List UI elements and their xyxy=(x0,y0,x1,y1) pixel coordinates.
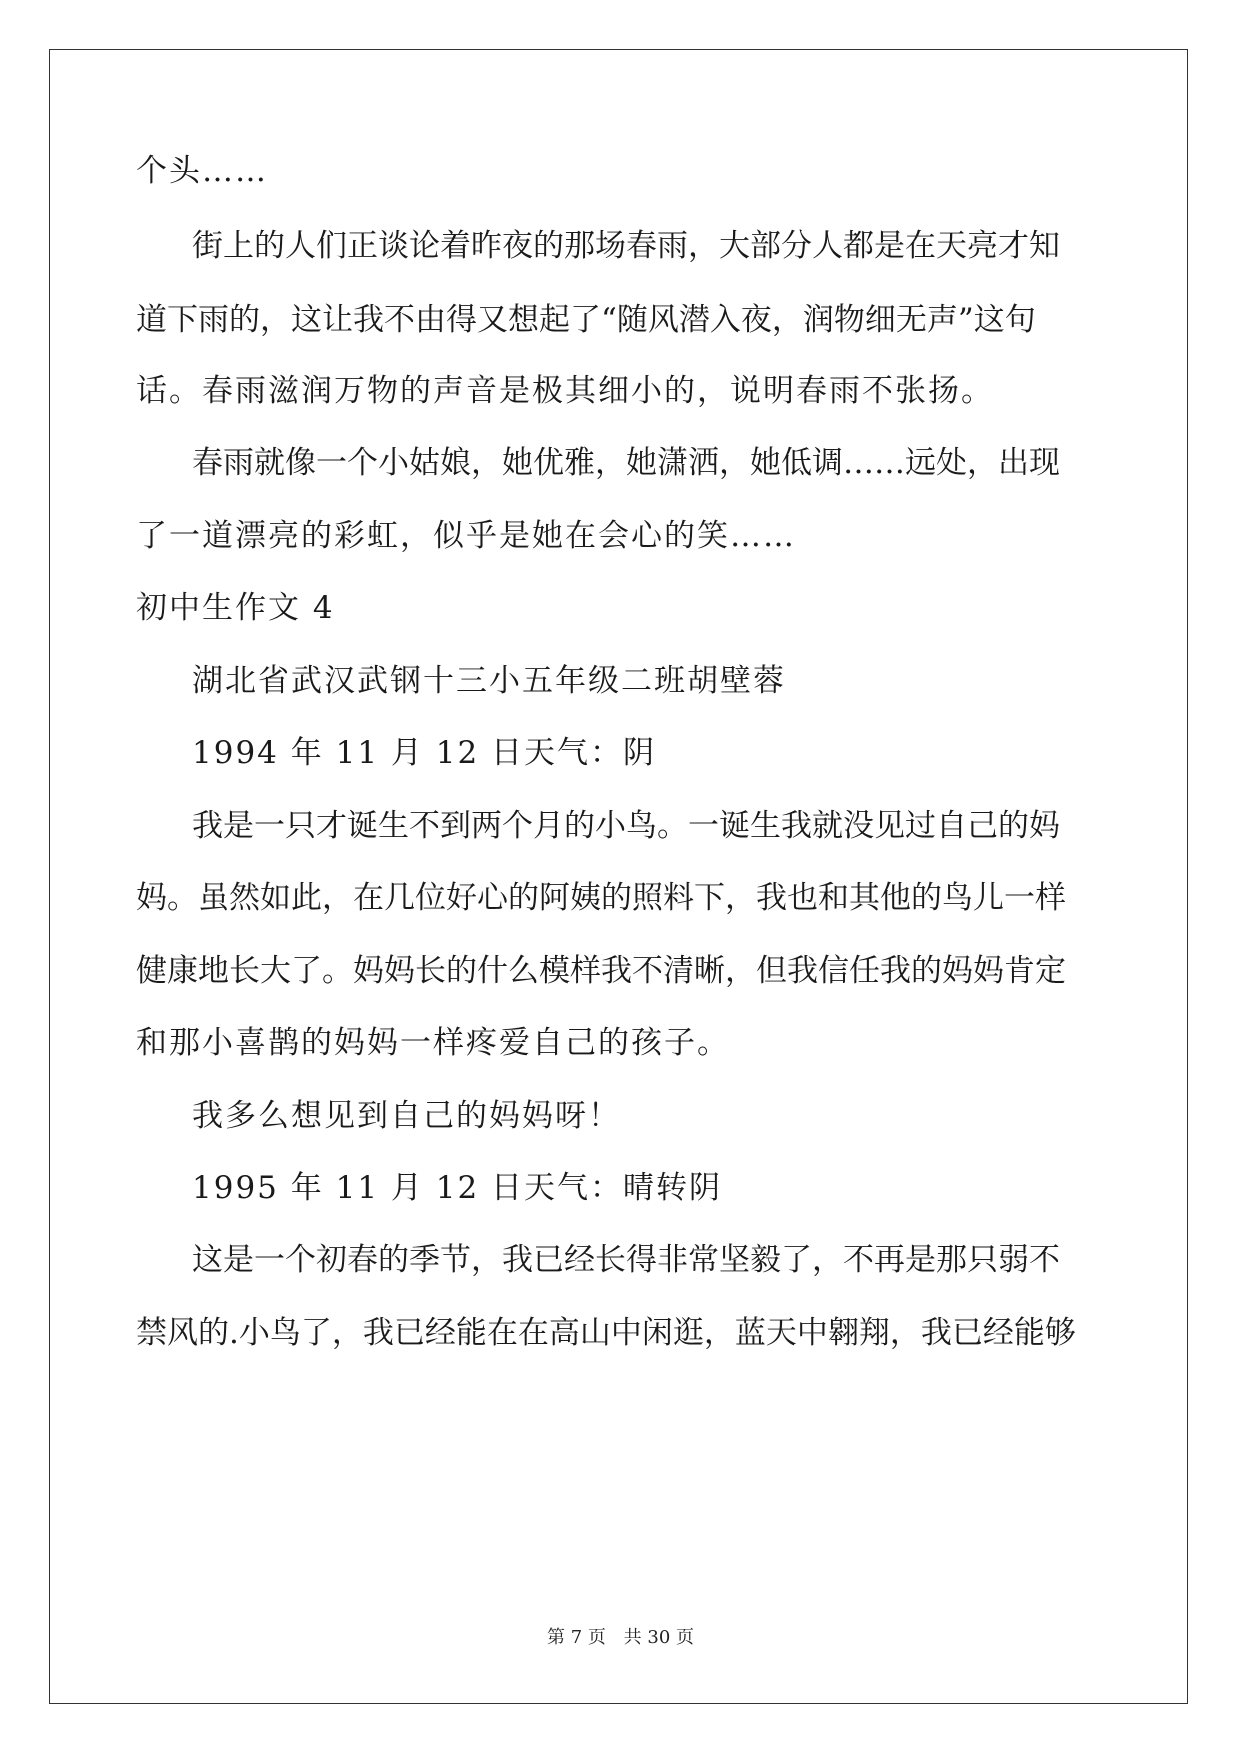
text-line: 我是一只才诞生不到两个月的小鸟。一诞生我就没见过自己的妈 xyxy=(192,808,1060,844)
diary-date: 1995 年 11 月 12 日天气：晴转阴 xyxy=(192,1170,723,1206)
author-line: 湖北省武汉武钢十三小五年级二班胡壁蓉 xyxy=(192,663,786,699)
text-line: 和那小喜鹊的妈妈一样疼爱自己的孩子。 xyxy=(136,1025,730,1061)
text-line: 这是一个初春的季节，我已经长得非常坚毅了，不再是那只弱不 xyxy=(192,1242,1060,1278)
diary-date: 1994 年 11 月 12 日天气：阴 xyxy=(192,735,657,771)
text-line: 健康地长大了。妈妈长的什么模样我不清晰，但我信任我的妈妈肯定 xyxy=(136,953,1066,989)
page-footer xyxy=(0,1626,1241,1650)
text-line: 了一道漂亮的彩虹，似乎是她在会心的笑…… xyxy=(136,518,796,554)
page-border xyxy=(49,49,1188,1704)
text-line: 话。春雨滋润万物的声音是极其细小的，说明春雨不张扬。 xyxy=(136,373,994,409)
text-line: 春雨就像一个小姑娘，她优雅，她潇洒，她低调……远处，出现 xyxy=(192,445,1060,481)
text-line: 道下雨的，这让我不由得又想起了“随风潜入夜，润物细无声”这句 xyxy=(136,302,1036,338)
text-line: 妈。虽然如此，在几位好心的阿姨的照料下，我也和其他的鸟儿一样 xyxy=(136,880,1066,916)
text-line: 个头…… xyxy=(136,153,268,189)
text-line: 街上的人们正谈论着昨夜的那场春雨，大部分人都是在天亮才知 xyxy=(192,228,1060,264)
page-total: 共 30 页 xyxy=(623,1627,694,1648)
section-heading: 初中生作文 4 xyxy=(136,590,335,626)
text-line: 禁风的.小鸟了，我已经能在在高山中闲逛，蓝天中翱翔，我已经能够 xyxy=(136,1315,1076,1351)
text-line: 我多么想见到自己的妈妈呀！ xyxy=(192,1098,621,1134)
page-number: 第 7 页 xyxy=(547,1627,606,1648)
